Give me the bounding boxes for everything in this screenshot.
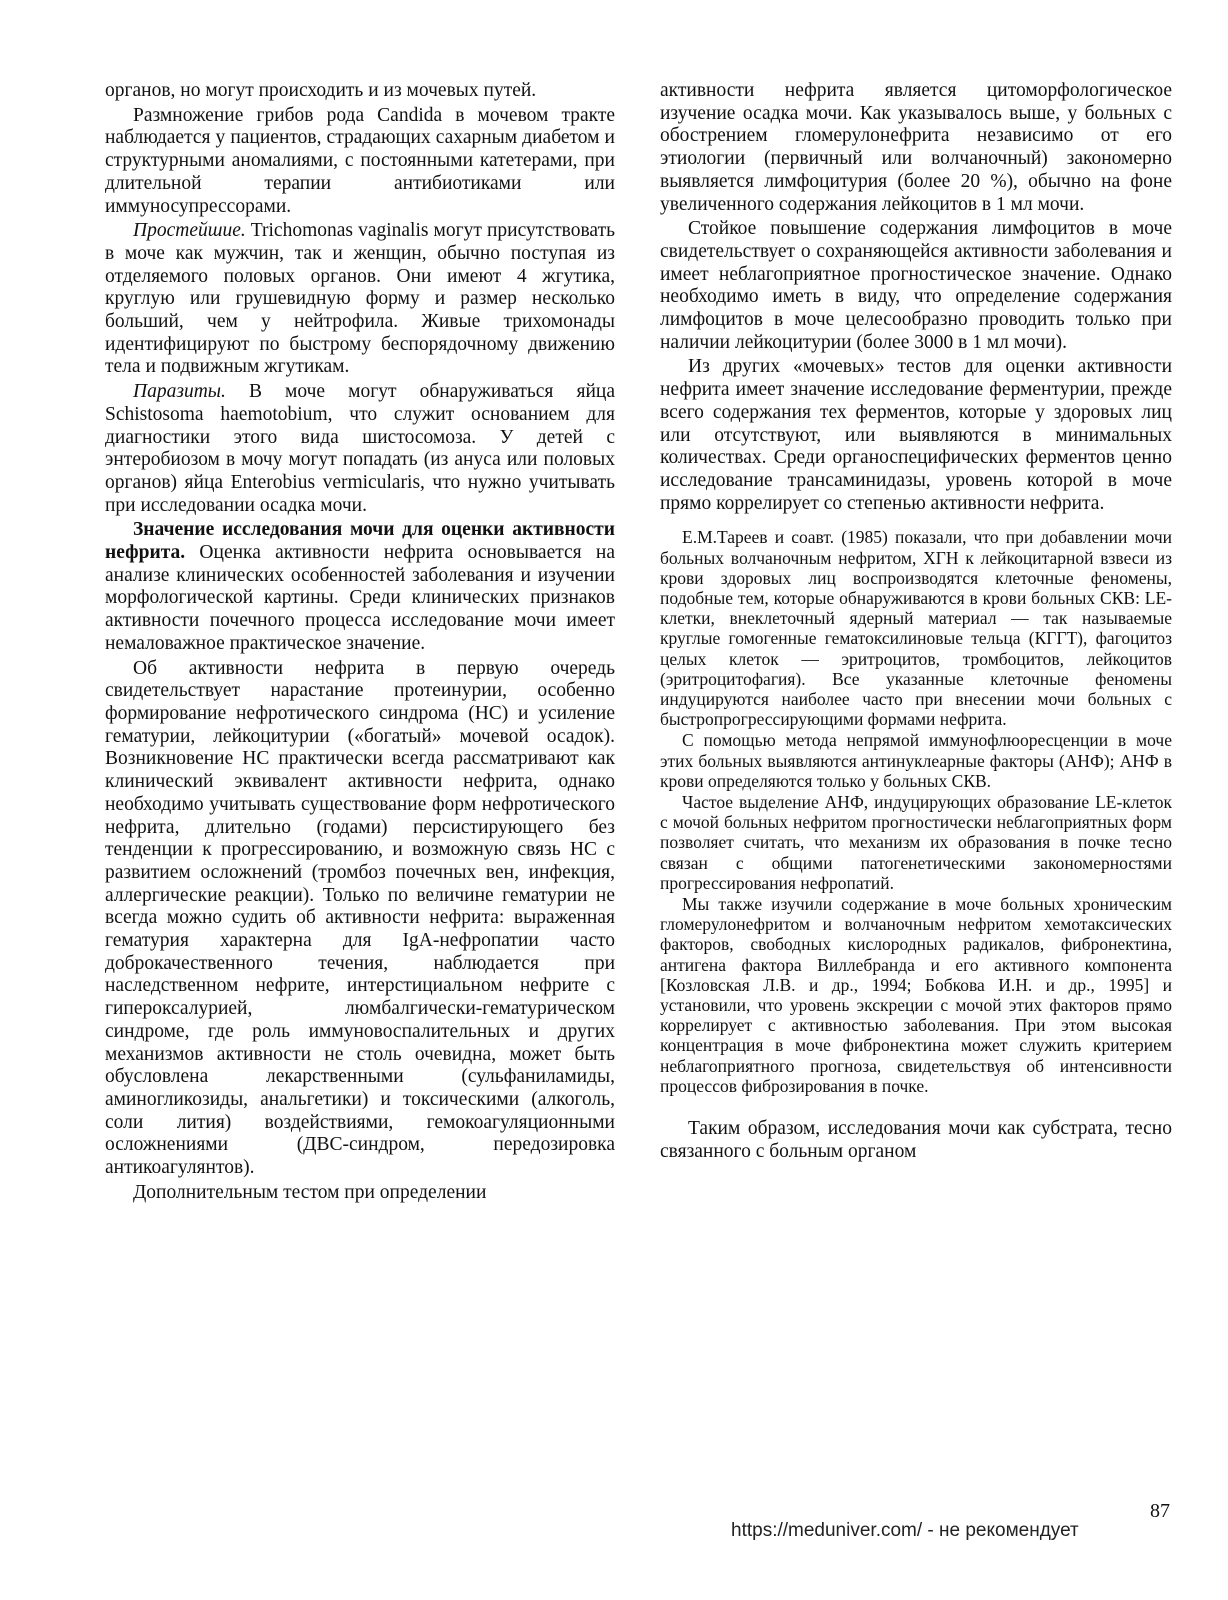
- paragraph-text: Trichomonas vaginalis могут присутствовать в моче как мужчин, так и женщин, обычно поступая из отделяемого половых органов. Они имеют 4 жгутика, круглую или грушевидную форму и размер несколько больший, чем у нейтрофила. Живые трихомонады идентифицируют по быстрому беспорядочному движению тела и подвижным жгутикам.: [105, 220, 615, 378]
- page-number: 87: [1150, 1500, 1170, 1522]
- section-lead: Простейшие.: [133, 220, 246, 242]
- small-print-paragraph: С помощью метода непрямой иммунофлюоресценции в моче этих больных выявляются антинуклеарные факторы (АНФ); АНФ в крови определяются только у больных СКВ.: [660, 730, 1172, 791]
- watermark-text: https://meduniver.com/ - не рекомендует: [731, 1520, 1079, 1541]
- small-print-paragraph: Частое выделение АНФ, индуцирующих образование LE-клеток с мочой больных нефритом прогностически неблагоприятных форм позволяет считать, что механизм их образования в почке тесно связан с общими патогенетическими закономерностями прогрессирования нефропатий.: [660, 792, 1172, 893]
- paragraph: органов, но могут происходить и из мочевых путей.: [105, 80, 537, 101]
- paragraph: Таким образом, исследования мочи как субстрата, тесно связанного с больным органом: [660, 1118, 1172, 1162]
- right-column: [660, 80, 1172, 1165]
- paragraph: Стойкое повышение содержания лимфоцитов в моче свидетельствует о сохраняющейся активности заболевания и имеет неблагоприятное прогностическое значение. Однако необходимо иметь в виду, что определение содержания лимфоцитов в моче целесообразно проводить только при наличии лейкоцитурии (более 3000 в 1 мл мочи).: [660, 218, 1172, 353]
- small-print-paragraph: Е.М.Тареев и соавт. (1985) показали, что при добавлении мочи больных волчаночным нефритом, ХГН к лейкоцитарной взвеси из крови здоровых лиц воспроизводятся клеточные феномены, подобные тем, которые обнаруживаются в крови больных СКВ: LE-клетки, внеклеточный ядерный материал — так называемые круглые гомогенные гематоксилиновые тельца (КГГТ), фагоцитоз целых клеток — эритроцитов, тромбоцитов, лейкоцитов (эритроцитофагия). Все указанные клеточные феномены индуцируются наиболее часто при внесении мочи больных с быстропрогрессирующими формами нефрита.: [660, 527, 1172, 730]
- paragraph: [105, 519, 615, 655]
- small-print-paragraph: Мы также изучили содержание в моче больных хроническим гломерулонефритом и волчаночным нефритом хемотаксических факторов, свободных кислородных радикалов, фибронектина, антигена фактора Виллебранда и его активного компонента [Козловская Л.В. и др., 1994; Бобкова И.Н. и др., 1995] и установили, что уровень экскреции с мочой этих факторов прямо коррелирует с активностью заболевания. При этом высокая концентрация в моче фибронектина может служить критерием неблагоприятного прогноза, свидетельствуя об интенсивности процессов фиброзирования в почке.: [660, 894, 1172, 1096]
- paragraph: Из других «мочевых» тестов для оценки активности нефрита имеет значение исследование ферментурии, прежде всего содержания тех ферментов, которые у здоровых лиц или отсутствуют, или выявляются в минимальных количествах. Среди органоспецифических ферментов ценно исследование трансаминидазы, уровень которой в моче прямо коррелирует со степенью активности нефрита.: [660, 356, 1172, 514]
- paragraph: Об активности нефрита в первую очередь свидетельствует нарастание протеинурии, особенно формирование нефротического синдрома (НС) и усиление гематурии, лейкоцитурии («богатый» мочевой осадок). Возникновение НС практически всегда рассматривают как клинический эквивалент активности нефрита, однако необходимо учитывать существование форм нефротического нефрита, длительно (годами) персистирующего без тенденции к прогрессированию, и возможную связь НС с развитием осложнений (тромбоз почечных вен, инфекция, аллергические реакции). Только по величине гематурии не всегда можно судить об активности нефрита: выраженная гематурия характерна для IgA-нефропатии часто доброкачественного течения, наблюдается при наследственном нефрите, интерстициальном нефрите с гипероксалурией, люмбалгически-гематурическом синдроме, где роль иммуновоспалительных и других механизмов активности не столь очевидна, может быть обусловлена лекарственными (сульфаниламиды, аминогликозиды, анальгетики) и токсическими (алкоголь, соли лития) воздействиями, гемокоагуляционными осложнениями (ДВС-синдром, передозировка антикоагулянтов).: [105, 657, 615, 1179]
- paragraph: [105, 220, 615, 379]
- section-lead: Паразиты.: [133, 381, 226, 403]
- left-column: [105, 80, 615, 1206]
- section-heading: Значение исследования мочи для оценки активности нефрита.: [105, 519, 615, 564]
- paragraph: Размножение грибов рода Candida в мочевом тракте наблюдается у пациентов, страдающих сахарным диабетом и структурными аномалиями, с постоянными катетерами, при длительной терапии антибиотиками или иммуносупрессорами.: [105, 104, 615, 217]
- paragraph: активности нефрита является цитоморфологическое изучение осадка мочи. Как указывалось выше, у больных с обострением гломерулонефрита независимо от его этиологии (первичный или волчаночный) закономерно выявляется лимфоцитурия (более 20 %), обычно на фоне увеличенного содержания лейкоцитов в 1 мл мочи.: [660, 80, 1172, 215]
- paragraph-text: В моче могут обнаруживаться яйца Schistosoma haemotobium, что служит основанием для диагностики этого вида шистосомоза. У детей с энтеробиозом в мочу могут попадать (из ануса или половых органов) яйца Enterobius vermicularis, что нужно учитывать при исследовании осадка мочи.: [105, 381, 615, 516]
- paragraph: [105, 381, 615, 517]
- paragraph: Дополнительным тестом при определении: [133, 1181, 487, 1203]
- paragraph-text: Оценка активности нефрита основывается на анализе клинических особенностей заболевания и изучении морфологической картины. Среди клинических признаков активности почечного процесса исследование мочи имеет немаловажное практическое значение.: [105, 542, 615, 654]
